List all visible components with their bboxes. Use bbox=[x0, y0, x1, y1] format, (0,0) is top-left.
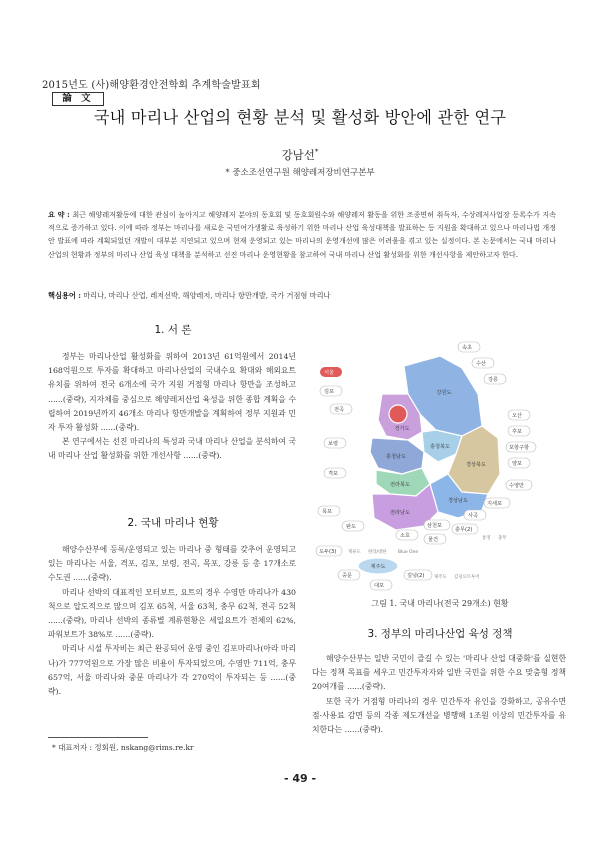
footnote-rule bbox=[48, 737, 148, 738]
conference-name: 2015년도 (사)해양환경안전학회 추계학술발표회 bbox=[42, 80, 261, 91]
region-label-gangwon: 강원도 bbox=[436, 390, 452, 396]
marina-label-pohang: 포항구항 bbox=[509, 445, 530, 451]
marina-label-daepo: 대포 bbox=[374, 583, 385, 589]
status-paragraph-1: 해양수산부에 등록/운영되고 있는 마리나 중 형태를 갖추어 운영되고 있는 마리나는 서울, 격포, 김포, 보령, 전곡, 목포, 강릉 등 총 17개소로 수도권 ......(중략). bbox=[48, 545, 296, 583]
keywords bbox=[48, 291, 556, 301]
marina-label-gimnyeong: 김녕(2) bbox=[407, 573, 425, 579]
marina-label-boryeong: 보령 bbox=[328, 441, 339, 447]
marina-label-jeongok: 전곡 bbox=[334, 407, 345, 413]
author-name: 강남선 bbox=[281, 148, 315, 162]
left-column-status bbox=[48, 543, 296, 699]
legend-top-0: 계류도 bbox=[348, 550, 361, 555]
marina-label-gangneung: 강릉 bbox=[488, 377, 499, 383]
region-label-jeju: 제주도 bbox=[370, 564, 386, 570]
marina-map-figure bbox=[312, 334, 568, 592]
marina-label-gyeokpo: 격포 bbox=[328, 471, 339, 477]
marina-label-jisepo: 지세포 bbox=[487, 501, 503, 507]
figure-caption: 그림 1. 국내 마리나(전국 29개소) 현황 bbox=[371, 599, 509, 608]
status-paragraph-3: 마리나 시설 투자비는 최근 완공되어 운영 중인 김포마리나(아라 마리나)가 777억원으로 가장 많은 비용이 투자되었으며, 수영만 711억, 충무 657억, 서울 마리나와 중문 마리나가 각 270억이 투자되는 등 ......(중략). bbox=[48, 644, 296, 697]
marina-label-samcheonpo: 삼천포 bbox=[427, 523, 443, 529]
abstract-label: 요 약 : bbox=[48, 210, 70, 219]
policy-paragraph-2: 또한 국가 거점형 마리나의 경우 민간투자 유인을 강화하고, 공유수면 점·사용료 감면 등의 각종 제도개선을 병행해 1조원 이상의 민간투자를 유치한다는 ......(중략). bbox=[312, 696, 566, 735]
region-label-chungnam: 충청남도 bbox=[385, 454, 407, 460]
section-heading-2: 2. 국내 마리나 현황 bbox=[127, 517, 219, 529]
marina-label-hupo: 후포 bbox=[512, 429, 523, 435]
legend-right-0: 통영 bbox=[482, 536, 491, 541]
legend-bottom-1: 김녕요트투어 bbox=[454, 575, 480, 580]
region-label-gyeongnam: 경상남도 bbox=[447, 498, 469, 504]
right-column-policy bbox=[312, 652, 566, 737]
marina-label-chungmu: 충무(2) bbox=[455, 527, 473, 533]
legend-top-1: 한라/대한 bbox=[368, 550, 387, 555]
intro-paragraph-1: 정부는 마리나산업 활성화를 위하여 2013년 61억원에서 2014년 168억원으로 투자를 확대하고 마리나산업의 국내수요 확대와 해외요트 유치를 위하여 전국 6개소에 국가 지원 거점형 마리나 항만을 조성하고 ......(중략), 지자체를 중심으로 해양레저산업 육성을 위한 종합 계획을 수립하여 2019년까지 46개소 마리나 항만개발을 계획하여 정부 지원과 민자 투자 활성화 ......(중략). bbox=[48, 352, 296, 433]
intro-paragraph-2: 본 연구에서는 선진 마리나의 특성과 국내 마리나 산업을 분석하여 국내 마리나 산업 활성화를 위한 개선사항 ......(중략). bbox=[48, 437, 296, 461]
affiliation: * 중소조선연구원 해양레저장비연구본부 bbox=[225, 168, 375, 178]
marina-label-sagok: 사곡 bbox=[468, 513, 479, 519]
marina-label-osan: 오산 bbox=[512, 413, 523, 419]
keywords-label: 핵심용어 : bbox=[48, 291, 81, 300]
legend-top-2: Blue One bbox=[398, 550, 419, 555]
legend-right-1: 충무 bbox=[498, 536, 507, 541]
region-label-chungbuk: 충청북도 bbox=[429, 444, 451, 450]
region-seoul bbox=[389, 405, 407, 423]
marina-label-gimpo: 김포 bbox=[324, 389, 335, 395]
region-label-gyeongbuk: 경상북도 bbox=[465, 462, 487, 468]
region-label-jeonbuk: 전라북도 bbox=[389, 482, 411, 488]
section-heading-3: 3. 정부의 마리나산업 육성 정책 bbox=[367, 628, 513, 640]
legend-bottom-0: 제주도 bbox=[434, 575, 447, 580]
policy-paragraph-1: 해양수산부는 일반 국민이 즐길 수 있는 '마리나 산업 대중화'를 실현한다는 정책 목표를 세우고 민간투자자와 일반 국민을 위한 수요 맞춤형 정책 20여개를 ......(중략). bbox=[312, 654, 566, 692]
page-number: - 49 - bbox=[283, 772, 317, 785]
marina-label-wando: 완도 bbox=[346, 524, 357, 530]
left-column-intro bbox=[48, 350, 296, 464]
marina-label-dodu: 도두(3) bbox=[319, 549, 337, 555]
article-type-badge: 論 文 bbox=[52, 92, 104, 106]
marina-label-susan: 수산 bbox=[476, 361, 487, 367]
author-mark: * bbox=[314, 148, 319, 157]
marina-label-mulgeon: 물건 bbox=[428, 537, 439, 543]
abstract bbox=[48, 208, 556, 261]
abstract-text: 최근 해양레저활동에 대한 관심이 높아지고 해양레저 분야의 동호회 및 동호회원수와 해양레저 활동을 위한 조종면허 취득자, 수상레저사업장 등록수가 지속적으로 증가하고 있다. 이에 따라 정부는 마리나를 새로운 국민여가생활로 육성하기 위한 마리나 산업 육성대책을 발표하는 등 지원을 확대하고 있으나 마리나법 개정안 발표에 따라 계획되었던 개발이 대부분 지연되고 있으며 현재 운영되고 있는 마리나의 운영개선에 많은 어려움을 겪고 있는 실정이다. 본 논문에서는 국내 마리나산업의 현황과 정부의 마리나 산업 육성 대책을 분석하고 선진 마리나 운영현황을 참고하여 국내 마리나 산업 활성화를 위한 개선사항을 제안하고자 한다. bbox=[48, 210, 557, 259]
status-paragraph-2: 마리나 선박의 대표적인 모터보트, 요트의 경우 수영만 마리나가 430척으로 압도적으로 많으며 김포 65척, 서울 63척, 충무 62척, 전곡 52척 ......(중략), 마리나 선박의 종류별 계류현황은 세일요트가 전체의 62%, 파워보트가 38%로 ......(중략). bbox=[48, 587, 296, 640]
marina-label-suyeongman: 수영만 bbox=[509, 483, 525, 489]
marina-label-soho: 소호 bbox=[400, 533, 411, 539]
region-label-gyeonggi: 경기도 bbox=[394, 426, 410, 432]
marina-label-sokcho: 속초 bbox=[462, 345, 473, 351]
section-heading-1: 1. 서 론 bbox=[154, 324, 192, 336]
marina-label-mokpo: 목포 bbox=[322, 509, 333, 515]
author bbox=[0, 147, 600, 163]
marina-label-seoul: 서울 bbox=[324, 370, 335, 376]
region-label-jeonnam: 전라남도 bbox=[389, 510, 411, 516]
keywords-text: 마리나, 마리나 산업, 레저선박, 해양레저, 마리나 항만개발, 국가 거점형 마리나 bbox=[83, 291, 331, 300]
marina-label-jungmun: 중문 bbox=[342, 573, 353, 579]
marina-label-yangpo: 양포 bbox=[512, 461, 523, 467]
paper-title: 국내 마리나 산업의 현황 분석 및 활성화 방안에 관한 연구 bbox=[93, 108, 507, 127]
footnote: * 대표저자 : 정회원, nskang@rims.re.kr bbox=[52, 743, 194, 752]
